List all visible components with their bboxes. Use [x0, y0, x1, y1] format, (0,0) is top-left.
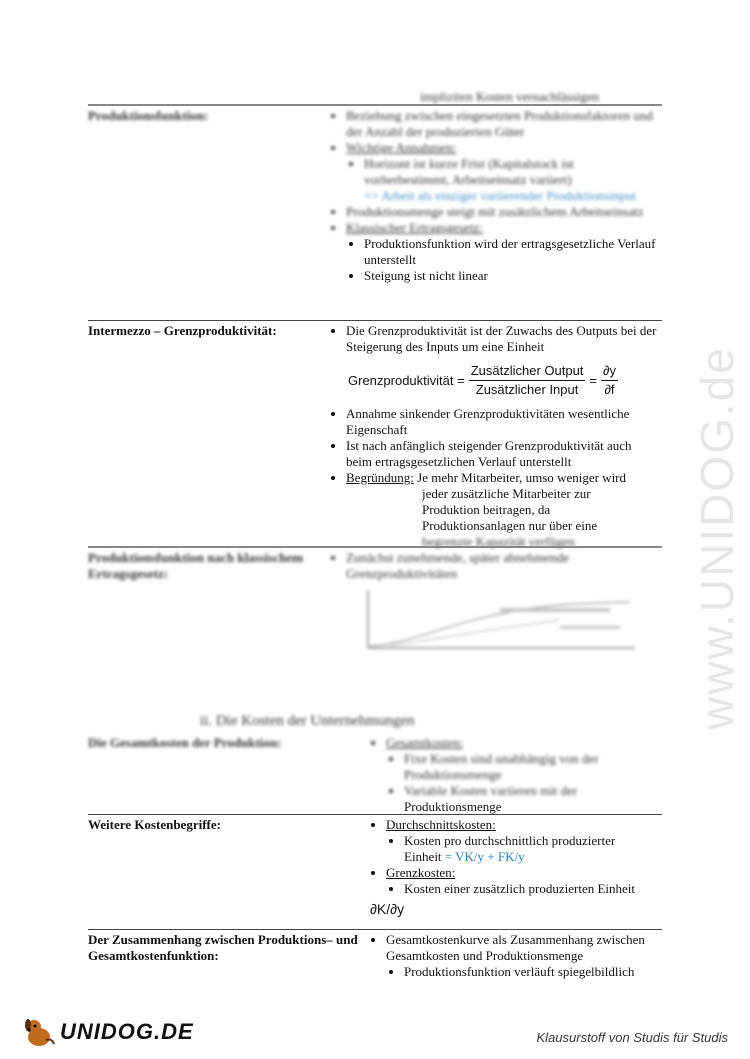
graph-label-blur: [560, 626, 620, 629]
production-curve-graph: [350, 586, 640, 656]
row-zusammenhang: [88, 932, 662, 992]
bullet: • Beziehung zwischen eingesetzten Produktionsfaktoren und der Anzahl der produzierten Güter: [346, 108, 660, 140]
row-content: [370, 932, 662, 980]
reason-line: jeder zusätzliche Mitarbeiter zur: [422, 486, 591, 501]
note-text: => Arbeit als einziger variierender Produktionsinput: [364, 188, 637, 203]
watermark: [680, 280, 743, 740]
reason-label: Begründung:: [346, 470, 414, 485]
row-divider: [88, 320, 662, 321]
row-label: Die Gesamtkosten der Produktion:: [88, 735, 282, 750]
reason-line: Produktionsanlagen nur über eine: [422, 518, 598, 533]
watermark-text: www.UNIDOG.de: [691, 346, 743, 730]
footer-slogan: Klausurstoff von Studis für Studis: [536, 1030, 728, 1045]
row-divider: [88, 104, 662, 106]
bullet: • Ist nach anfänglich steigender Grenzproduktivität auch beim ertragsgesetzlichen Verlauf unterstellt: [346, 438, 660, 470]
bullet: • Gesamtkostenkurve als Zusammenhang zwischen Gesamtkosten und Produktionsmenge: [386, 932, 662, 964]
formula-numerator: Zusätzlicher Output: [469, 363, 586, 381]
bullet: • Klassischer Ertragsgesetz:: [346, 220, 660, 236]
graph-label-blur: [500, 608, 610, 612]
sub-bullet-text: Kosten pro durchschnittlich produzierter: [404, 833, 616, 848]
row-label: Intermezzo – Grenzproduktivität:: [88, 323, 277, 338]
row-label: Weitere Kostenbegriffe:: [88, 817, 221, 832]
row-label: Produktionsfunktion nach klassischem Ertragsgesetz:: [88, 550, 304, 581]
row-produktionsfunktion: [88, 108, 662, 323]
bullet: • Produktionsmenge steigt mit zusätzlichem Arbeitseinsatz: [346, 204, 660, 220]
row-weitere-kostenbegriffe: [88, 817, 662, 929]
reason-line: begrenzte Kapazität verfügen: [422, 534, 576, 549]
average-cost-formula: = VK/y + FK/y: [444, 849, 525, 864]
row-gesamtkosten: [88, 735, 662, 815]
bullet: • Die Grenzproduktivität ist der Zuwachs des Outputs bei der Steigerung des Inputs um eine Einheit: [346, 323, 660, 355]
sub-bullet: • Produktionsfunktion verläuft spiegelbildlich: [404, 964, 662, 980]
sub-bullet: • Steigung ist nicht linear: [364, 268, 660, 284]
row-grenzproduktivitaet: [88, 323, 662, 549]
formula-denominator: Zusätzlicher Input: [475, 382, 579, 397]
sub-bullet: • Produktionsfunktion wird der ertragsgesetzliche Verlauf unterstellt: [364, 236, 660, 268]
bullet: • Gesamtkosten:: [386, 735, 662, 751]
reason-line: Produktion beitragen, da: [422, 502, 551, 517]
row-divider: [88, 814, 662, 815]
formula-grenzproduktivitaet: [348, 363, 660, 398]
dog-mascot-icon: [22, 1015, 56, 1049]
sub-bullet: • Fixe Kosten sind unabhängig von der Produktionsmenge: [404, 751, 662, 783]
top-fragment: impliziten Kosten vernachlässigen: [420, 89, 600, 104]
reason-continuation: [330, 486, 660, 550]
graph-secondary-curve: [390, 620, 560, 646]
row-content: [370, 817, 662, 917]
row-content: [330, 550, 660, 660]
row-content: [330, 108, 660, 284]
derivative-numerator: ∂y: [601, 363, 618, 381]
bullet: • Grenzkosten:: [386, 865, 662, 881]
footer-logo-text: UNIDOG.DE: [60, 1019, 194, 1044]
formula-lhs: Grenzproduktivität =: [348, 372, 465, 388]
row-divider: [88, 929, 662, 930]
bullet: • Wichtige Annahmen:: [346, 140, 660, 156]
section-heading: ii. Die Kosten der Unternehmungen: [200, 713, 415, 729]
sub-bullet: • Variable Kosten variieren mit der: [404, 783, 662, 799]
sub-bullet: • Kosten einer zusätzlich produzierten Einheit: [404, 881, 662, 897]
sub-bullet: [404, 833, 662, 865]
bullet: • Annahme sinkender Grenzproduktivitäten wesentliche Eigenschaft: [346, 406, 660, 438]
derivative-denominator: ∂f: [604, 382, 615, 397]
row-label: Der Zusammenhang zwischen Produktions– und Gesamtkostenfunktion:: [88, 932, 358, 963]
formula-derivative: [601, 363, 618, 398]
bullet: • Zunächst zunehmende, später abnehmende Grenzproduktivitäten: [346, 550, 660, 582]
sub-bullet: • Horizont ist kurze Frist (Kapitalstock ist vorherbestimmt, Arbeitseinsatz variiert): [364, 156, 660, 188]
row-klassisches-ertragsgesetz: [88, 550, 662, 660]
row-content: [370, 735, 662, 815]
marginal-cost-formula: ∂K/∂y: [370, 901, 405, 917]
row-divider: [88, 546, 662, 548]
formula-fraction: [469, 363, 586, 398]
sub-bullet-text: Einheit: [404, 849, 442, 864]
formula-equals: =: [589, 372, 598, 388]
row-label: Produktionsfunktion:: [88, 108, 209, 123]
bullet: [346, 470, 660, 486]
footer-logo: [22, 1012, 194, 1052]
row-content: [330, 323, 660, 550]
sub-continuation: Produktionsmenge: [404, 799, 502, 814]
reason-text: Je mehr Mitarbeiter, umso weniger wird: [417, 470, 627, 485]
bullet: • Durchschnittskosten:: [386, 817, 662, 833]
